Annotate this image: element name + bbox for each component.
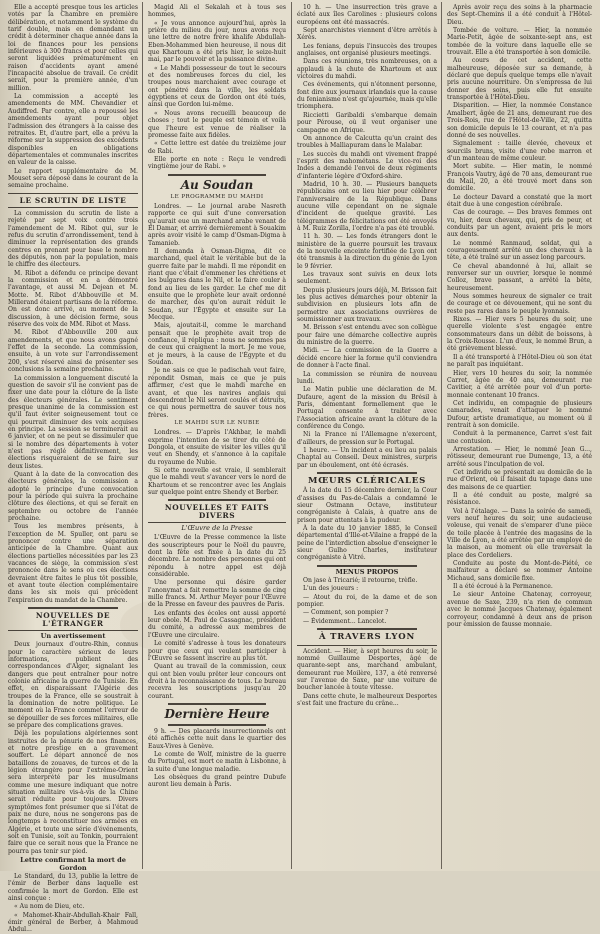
paragraph: Les succès du mahdi ont vivement frappé l'esprit des mahométans. Le vice-roi des Indes a demandé l'envoi de deux régiments d'infanterie légère d'Oxford-shire. — [297, 150, 437, 180]
article-paragraphs — [447, 508, 592, 629]
paragraph: Le rapport supplémentaire de M. Mouset sera déposé dans le courant de la semaine prochaine. — [8, 167, 138, 190]
paragraph: Londres. — D'après l'Akhbar, le mahdi exprime l'intention de se tirer du côté de Dongola, et ensuite de visiter les villes qu'il veut en Shendy, et s'annonce à la capitale du royaume de Nubie. — [148, 429, 286, 466]
article-paragraphs — [8, 210, 138, 604]
paragraph: Le sieur Antoine Chatenay, corroyeur, avenue de Saxe, 239, n'a rien de commun avec le nommé Jacques Chatenay, également corroyeur, condamné à deux ans de prison pour émission de fausse monnaie. — [447, 591, 592, 628]
paragraph: Le comte de Wolf, ministre de la guerre du Portugal, est mort ce matin à Lisbonne, à la suite d'une longue maladie. — [148, 750, 286, 773]
paragraph: M. Ribot d'Abbouville 200 aux amendements, et que nous avons gagné l'effet de la seconde. La commission, ensuite, à un vote sur l'arrondissement 200, s'est réservé ainsi de présenter ses conclusions la semaine prochaine. — [8, 329, 138, 374]
paragraph: Sept anarchistes viennent d'être arrêtés à Xérès. — [297, 27, 437, 42]
article-paragraphs — [447, 27, 592, 101]
paragraph: Dans ces réunions, très nombreuses, on a applaudi à la chute de Khartoum et aux victoires du mahdi. — [297, 58, 437, 81]
paragraph: M. Ribot a défendu ce principe devant la commission et en a démontré l'avantage, et aussi M. Dejean et M. Motte. M. Ribot d'Abbouville et M. Millerand étaient partisans de la réforme. On est donc arrivé, au moment de la discussion, à une décision ferme, sous réserve des voix de MM. Ribot et Mass. — [8, 269, 138, 329]
paragraph: Midi. — La commission de la Guerre a décidé encore hier la forme qu'il conviendra de donner à l'acte final. — [297, 347, 437, 370]
paragraph: Accident. — Hier, à sept heures du soir, le nommé Guillaume Desportes, âgé de quarante-sept ans, marchand ambulant, demeurant rue Moilère, 137, a été renversé sur l'avenue de Saxe, par une voiture de boucher lancée à toute vitesse. — [297, 647, 437, 692]
section-heading: NOUVELLES DE L'ÉTRANGER — [35, 611, 111, 628]
section-heading: MENUS PROPOS — [335, 567, 399, 576]
article-paragraphs — [148, 728, 286, 789]
paragraph: Vol à l'étalage. — Dans la soirée de samedi, vers neuf heures du soir, une audacieuse voleuse, qui venait de s'emparer d'une pièce de toile placée à l'entrée des magasins de la Ville de Lyon, a été arrêtée par un employé de la maison, au moment où elle traversait la place des Cordeliers. — [447, 507, 592, 559]
paragraph: — Atout du roi, de la dame et de son pompier. — [297, 593, 437, 609]
article-paragraphs — [148, 203, 286, 419]
column-3 — [297, 4, 437, 867]
paragraph: « Je vous annonce aujourd'hui, après la prière du milieu du jour, nous avons reçu une lettre de notre frère khalife Abdullah-Eben-Mohammed bien heureuse, il nous dit que Khartoum a été pris hier, le seize-huit mai, par le pouvoir et la puissance divine. — [148, 19, 286, 64]
paragraph: — Comment, son pompier ? — [303, 609, 389, 617]
paragraph: « Cette lettre est datée du treizième jour de Rabi. — [148, 140, 286, 155]
article-paragraphs — [148, 429, 286, 496]
paragraph: « Nous avons recueilli beaucoup de choses ; tout le peuple est témoin et voilà que l'heure est venue de réaliser la promesse faite aux fidèles. — [148, 109, 286, 139]
section-title: Au Soudan — [180, 177, 254, 192]
paragraph: La commission a longuement discuté la question de savoir s'il ne convient pas de fixer une date pour la clôture de la liste des électeurs générales. Le sentiment presque unanime de la commission est qu'il faut éviter soigneusement tout ce qui pourrait diminuer des voix acquises en principe. La session se terminerait au 6 janvier, et on ne peut se dissimuler que si le nombre des départements à voter n'est pas réglé définitivement, les élections risqueraient de se faire sur deux listes. — [8, 374, 138, 470]
paragraph: Quant à la date de la convocation des électeurs générales, la commission a adopté le principe d'une convocation pour la période qui suivra la prochaine clôture des élections, et qui se ferait en septembre ou octobre de l'année prochaine. — [8, 470, 138, 523]
paragraph: Les fenians, depuis l'insuccès des troupes anglaises, ont organisé plusieurs meetings. — [297, 42, 437, 58]
paragraph: Le comité s'adresse à tous les donateurs pour que ceux qui veulent participer à l'Œuvre se fassent inscrire au plus tôt. — [148, 640, 286, 662]
paragraph: La commission se réunira de nouveau lundi. — [297, 370, 437, 385]
column-4 — [447, 4, 592, 867]
paragraph: La commission du scrutin de liste a rejeté par sept voix contre trois l'amendement de M. Ribot qui, sur le refus du scrutin d'arrondissement, tend à diminuer la représentation des grands centres en prenant pour base le nombre des députés, non par la population, mais le chiffre des électeurs. — [8, 209, 138, 269]
paragraph: Dans cette chute, le malheureux Desportes s'est fait une fracture du crâne... — [297, 692, 437, 707]
paragraph: Le Matin publie une déclaration de M. Dufaure, agent de la mission du Brésil à Paris, démentant formellement que le Portugal consente à traiter avec l'Association africaine avant la clôture de la conférence du Congo. — [297, 386, 437, 430]
article-paragraphs — [447, 446, 592, 507]
article-paragraphs — [148, 534, 286, 700]
paragraph: Il demanda à Osman-Digma, dit ce marchand, quel était le véritable but de la guerre faite par le mahdi. Il me répondit en riant que c'était d'emmener les chrétiens et les bulgares dans le Nil, et le faire couler à fond au lieu de les garder. Le chef me dit ensuite que le prophète leur avait ordonné de marcher, dès qu'on aurait réduit le Soudan, sur l'Égypte et ensuite sur La Mecque. — [148, 247, 286, 322]
paragraph: 9 h. — Des placards insurrectionnels ont été affichés cette nuit dans le quartier des Eaux-Vives à Genève. — [148, 727, 286, 750]
section-title: Dernière Heure — [164, 706, 270, 721]
paragraph: « Mahomet-Khair-Abdullah-Khair Fall, émir général de Berber, à Mahmoud Abdul... — [8, 911, 138, 934]
paragraph: Depuis plusieurs jours déjà, M. Brisson fait les plus actives démarches pour obtenir la subdivision en plusieurs lots afin de permettre aux associations ouvrières de soumissionner aux travaux. — [297, 286, 437, 324]
paragraph: Au cours de cet accident, cette malheureuse, déposée sur sa demande, à déclaré que depuis quelque temps elle n'avait pris aucune nourriture. On s'empressa de lui donner des soins, puis elle fut ensuite transportée à l'Hôtel-Dieu. — [447, 57, 592, 102]
article-paragraphs — [447, 209, 592, 315]
paragraph: Déjà les populations algériennes sont instruites de la pénurie de nos finances, et notre prestige en a gravement souffert. Le départ annoncé de nos bataillons de zouaves, de turcos et de la légion étrangère pour l'extrême-Orient sera interprété par les musulmans comme une mesure indiquant que notre situation militaire vis-à-vis de la Chine serait réduite pour toujours. Divers symptômes font présumer que si l'état de paix ne dure, nous ne songerons pas de longtemps à reconstituer nos armées en Algérie, et toute une série d'événements, soit en Tunisie, soit au Tonkin, pourraient faire que ce serait nous que la France ne pourra pas tenir sur pied. — [8, 730, 138, 855]
paragraph: Madrid, 10 h. 30. — Plusieurs banquets républicains ont eu lieu hier pour célébrer l'anniversaire de la République. Dans aucune ville cependant on ne signale d'incident de quelque gravité. Les télégrammes de félicitations ont été envoyés à M. Ruiz Zorilla, l'ordre n'a pas été troublé. — [297, 180, 437, 232]
article-title: Un avertissement — [40, 631, 106, 640]
paragraph: Après avoir reçu des soins à la pharmacie des Sept-Chemins il a été conduit à l'Hôtel-Dieu. — [447, 4, 592, 26]
paragraph: Disparition. — Hier, la nommée Constance Amalbert, âgée de 21 ans, demeurant rue des Trois-Rois, rue de l'Hôtel-de-Ville, 22, quitta son domicile depuis le 13 courant, et n'a pas donné de ses nouvelles. — [447, 102, 592, 139]
article-paragraphs — [447, 102, 592, 208]
paragraph: Conduit à la permanence, Carret s'est fait une contusion. — [447, 430, 592, 445]
paragraph: Ni la France ni l'Allemagne n'exercent, d'ailleurs, de pression sur le Portugal. — [297, 431, 437, 446]
article-paragraphs — [8, 4, 138, 190]
paragraph: Ce cheval abandonné à lui, allait se renverser sur un ouvrier, lorsque le nommé Colloz, brave passant, a arrêté la bête, heureusement. — [447, 262, 592, 292]
section-heading: MŒURS CLÉRICALES — [307, 475, 427, 486]
paragraph: À la date du 15 décembre dernier, la Cour d'assises du Pas-de-Calais a condamné le sieur Ostmann Octave, instituteur congréganiste à Calais, à quatre ans de prison pour attentats à la pudeur. — [297, 487, 437, 524]
article-title: Lettre confirmant la mort de Gordon — [20, 856, 126, 872]
paragraph: Mort subite. — Hier matin, le nommé François Vautry, âgé de 70 ans, demeurant rue du Mail, 20, a été trouvé mort dans son domicile. — [447, 163, 592, 193]
paragraph: Je ne sais ce que le padischah veut faire, répondit Osman, mais ce que je puis affirmer, c'est que le mahdi marche en avant, et que les navires anglais qui descendront le Nil seront coulés et détruits, ce qui nous permettra de sauver tous nos frères. — [148, 367, 286, 419]
paragraph: Une personne qui désire garder l'anonymat a fait remettre la somme de cinq mille francs. M. Arthur Meyer pour l'Œuvre de la Presse en faveur des pauvres de Paris. — [148, 579, 286, 609]
paragraph: L'un des joueurs : — [303, 585, 359, 593]
paragraph: On annonce de Calcutta qu'un craint des troubles à Malliapuram dans le Malabar. — [297, 134, 437, 150]
paragraph: M. Brisson s'est entendu avec son collègue pour faire une démarche collective auprès du ministre de la guerre. — [297, 324, 437, 347]
paragraph: Cas de courage. — Des braves femmes ont vu, hier, deux chevaux, qui, pris de peur, et conduits par un agent, avaient pris le mors aux dents. — [447, 209, 592, 239]
article-paragraphs — [447, 316, 592, 445]
paragraph: Magid Ali el Sekalah et à tous ses hommes, — [148, 4, 286, 19]
paragraph: Conduite au poste du Mont-de-Piété, ce malfaiteur a déclaré se nommer Antoine Michaud, sans domicile fixe. — [447, 560, 592, 582]
section-heading: À TRAVERS LYON — [318, 632, 416, 643]
article-paragraphs — [148, 4, 286, 171]
column-1 — [8, 4, 138, 934]
paragraph: Riccietti Garibaldi s'embarque demain pour Pérouse, où il veut organiser une campagne en Afrique. — [297, 111, 437, 134]
paragraph: Tombée de voiture. — Hier, la nommée Marie-Petit, âgée de soixante-sept ans, est tombée de la voiture dans laquelle elle se trouvait. Elle a été transportée à son domicile. — [447, 27, 592, 57]
paragraph: L'Œuvre de la Presse commence la liste des souscripteurs pour le Noël du pauvre, dont la fête est fixée à la date du 25 décembre. Le nombre des personnes qui ont répondu à notre appel est déjà considérable. — [148, 534, 286, 579]
paragraph: — Évidemment... Lancelot. — [303, 617, 387, 625]
paragraph: Cet individu, en compagnie de plusieurs camarades, venait d'attaquer le nommé Dufour, artiste dramatique, au moment où il rentrait à son domicile. — [447, 399, 592, 429]
article-paragraphs — [297, 4, 437, 469]
paragraph: Londres. — Le journal arabe Nasreth rapporte ce qui suit d'une conversation qu'aurait eue un marchand arabe venant de El Damar, et arrivé dernièrement à Souakim après avoir visité le camp d'Osman-Digma à Tamanieb. — [148, 202, 286, 247]
paragraph: Elle porte en note : Reçu le vendredi vingtième jour de Rabi. » — [148, 155, 286, 171]
article-title: LE PROGRAMME DU MAHDI — [170, 193, 264, 200]
article-paragraphs — [447, 4, 592, 26]
section-heading: LE SCRUTIN DE LISTE — [19, 195, 127, 205]
paragraph: Cet individu se présentait au domicile de la rue d'Orient, où il faisait du tapage dans une des maisons de ce quartier. — [447, 468, 592, 491]
paragraph: Le Standard, du 13, publie la lettre de l'émir de Berber dans laquelle est confirmée la mort de Gordon. Elle est ainsi conçue : — [8, 872, 138, 902]
paragraph: Nous sommes heureux de signaler ce trait de courage et ce dévouement, qui ne sont du reste pas rares dans le peuple lyonnais. — [447, 293, 592, 315]
paragraph: 11 h. 30. — Les fonds étrangers dont le ministère de la guerre poursuit les travaux de la nouvelle enceinte fortifiée de Lyon ont été transmis à la direction du génie de Lyon le 9 février. — [297, 233, 437, 270]
paragraph: Quant au travail de la commission, ceux qui ont bien voulu prêter leur concours ont droit à la reconnaissance de tous. Le bureau recevra les souscriptions jusqu'au 20 courant. — [148, 663, 286, 700]
paragraph: Il a été écroué à la Permanence. — [453, 583, 553, 591]
paragraph: La commission a accepté les amendements de MM. Chevandier et Audiffred. Par contre, elle a repoussé les amendements ayant pour objet l'admission des étrangers à la caisse des retraites. Et, d'autre part, elle a prévu la réforme sur la suppression des excédents disponibles en obligations départementales et communales inscrites en valeur de la caisse. — [8, 93, 138, 167]
article-paragraphs — [8, 873, 138, 934]
paragraph: Il a été transporté à l'Hôtel-Dieu où son état ne paraît pas inquiétant. — [447, 353, 592, 369]
paragraph: « Le Mahdi possesseur de tout le secours et des nombreuses forces du ciel, les troupes nous marchaient avec courage et ont pénétré dans la ville, les soldats égyptiens et ceux de Gordon ont été tués, ainsi que Gordon lui-même. — [148, 64, 286, 109]
paragraph: 1 heure. — Un incident a eu lieu au palais Chaptal au Conseil. Deux ministres, surpris par un éboulement, ont été écrasés. — [297, 446, 437, 469]
paragraph: Elle a accepté presque tous les articles votés par la Chambre en première délibération, et notamment le système du tarif double, mais en demandant un crédit à déterminer chaque année dans la loi de finances pour les pensions inférieures à 300 francs et pour celles qui seront liquidées prématurément en raison d'accidents ayant amené l'incapacité absolue de travail. Ce crédit serait, pour la première année, d'un million. — [8, 4, 138, 92]
paragraph: À la date du 10 janvier 1885, le Conseil départemental d'Ille-et-Vilaine a frappé de la peine de l'interdiction absolue d'enseigner le sieur Gulho Charles, instituteur congréganiste à Vitré. — [297, 525, 437, 562]
section-heading: NOUVELLES ET FAITS DIVERS — [164, 503, 270, 520]
paragraph: Les enfants des écoles ont aussi apporté leur obole. M. Paul de Cassagnac, président du comité, a adressé aux membres de l'Œuvre une circulaire. — [148, 609, 286, 639]
paragraph: On jase à Tricarié; il retourne, trèfle. — [303, 577, 418, 585]
paragraph: Arrestation. — Hier, le nommé Jean G..., rôtisseur, demeurant rue Dumenge, 13, a été arrêté sous l'inculpation de vol. — [447, 445, 592, 468]
paragraph: Ces événements, qui n'étonnent personne, font dire aux journaux irlandais que la cause du fenianisme n'est qu'ajournée, mais qu'elle triomphera. — [297, 81, 437, 111]
article-paragraphs — [297, 648, 437, 708]
paragraph: 10 h. — Une insurrection très grave a éclaté aux îles Carolines : plusieurs colons européens ont été massacrés. — [297, 4, 437, 26]
article-title: LE MAHDI SUR LE NUBIE — [174, 419, 260, 426]
paragraph: Rixes. — Hier vers 5 heures du soir, une querelle violente s'est engagée entre consommateurs dans un débit de boissons, à la Croix-Rousse. L'un d'eux, le nommé Brun, a été grièvement blessé. — [447, 316, 592, 353]
paragraph: Mais, ajoutait-il, comme le marchand pensait que le prophète avait trop de confiance, il répliqua : nous ne sommes pas de ceux qui craignent la mort. Je me voue, et je meurs, à la cause de l'Égypte et du Soudan. — [148, 322, 286, 367]
column-2 — [148, 4, 286, 867]
paragraph: Le docteur Davard a constaté que la mort était due à une congestion cérébrale. — [447, 193, 592, 208]
paragraph: Tous les membres présents, à l'exception de M. Spuller, ont paru se prononcer contre une séparation anticipée de la Chambre. Quant aux élections partielles nécessitées par les 23 vacances de siège, la commission s'est prononcée dans le sens où ces élections devraient être faites le plus tôt possible, et avant toute élection complémentaire dans les six mois qui précèdent l'expiration du mandat de la Chambre. — [8, 523, 138, 604]
paragraph: Signalement : taille élevée, cheveux et sourcils bruns, visite d'une robe marron et d'un manteau de même couleur. — [447, 140, 592, 162]
paragraph: Il a été conduit au poste, malgré sa résistance. — [447, 492, 592, 507]
paragraph: Les obsèques du grand peintre Dubufe auront lieu demain à Paris. — [148, 773, 286, 789]
column-rule — [142, 2, 143, 869]
paragraph: Deux journaux d'outre-Rhin, connus pour le caractère sérieux de leurs informations, publient des correspondances d'Alger, signalant les dangers que peut entraîner pour notre colonie africaine la guerre de Tunisie. En effet, en disparaissant l'Algérie des troupes de la France, elle se soustrait à la domination de notre politique. Le moment où la France commet l'erreur de se dépouiller de ses forces militaires, elle se prépare des complications graves. — [8, 641, 138, 729]
article-paragraphs — [8, 641, 138, 855]
paragraph: Hier, vers 10 heures du soir, la nommée Carret, âgée de 40 ans, demeurant rue Cavitier, a été arrêtée pour vol d'un porte-monnaie contenant 10 francs. — [447, 369, 592, 399]
article-paragraphs — [297, 487, 437, 561]
paragraph: « Au nom de Dieu, etc. — [14, 903, 85, 911]
paragraph: Le nommé Ranmaud, soldat, qui a courageusement arrêté un des chevaux à la tête, a été traîné sur un assez long parcours. — [447, 239, 592, 262]
column-rule — [291, 2, 292, 869]
column-rule — [441, 2, 442, 869]
paragraph: Si cette nouvelle est vraie, il semblerait que le mahdi veut s'avancer vers le nord de Khartoum et se rencontrer avec les Anglais sur quelque point entre Shendy et Berber. — [148, 466, 286, 496]
paragraph: Les travaux sont suivis en deux lots seulement. — [297, 271, 437, 286]
article-paragraphs — [297, 577, 437, 625]
article-title: L'Œuvre de la Presse — [181, 524, 253, 532]
